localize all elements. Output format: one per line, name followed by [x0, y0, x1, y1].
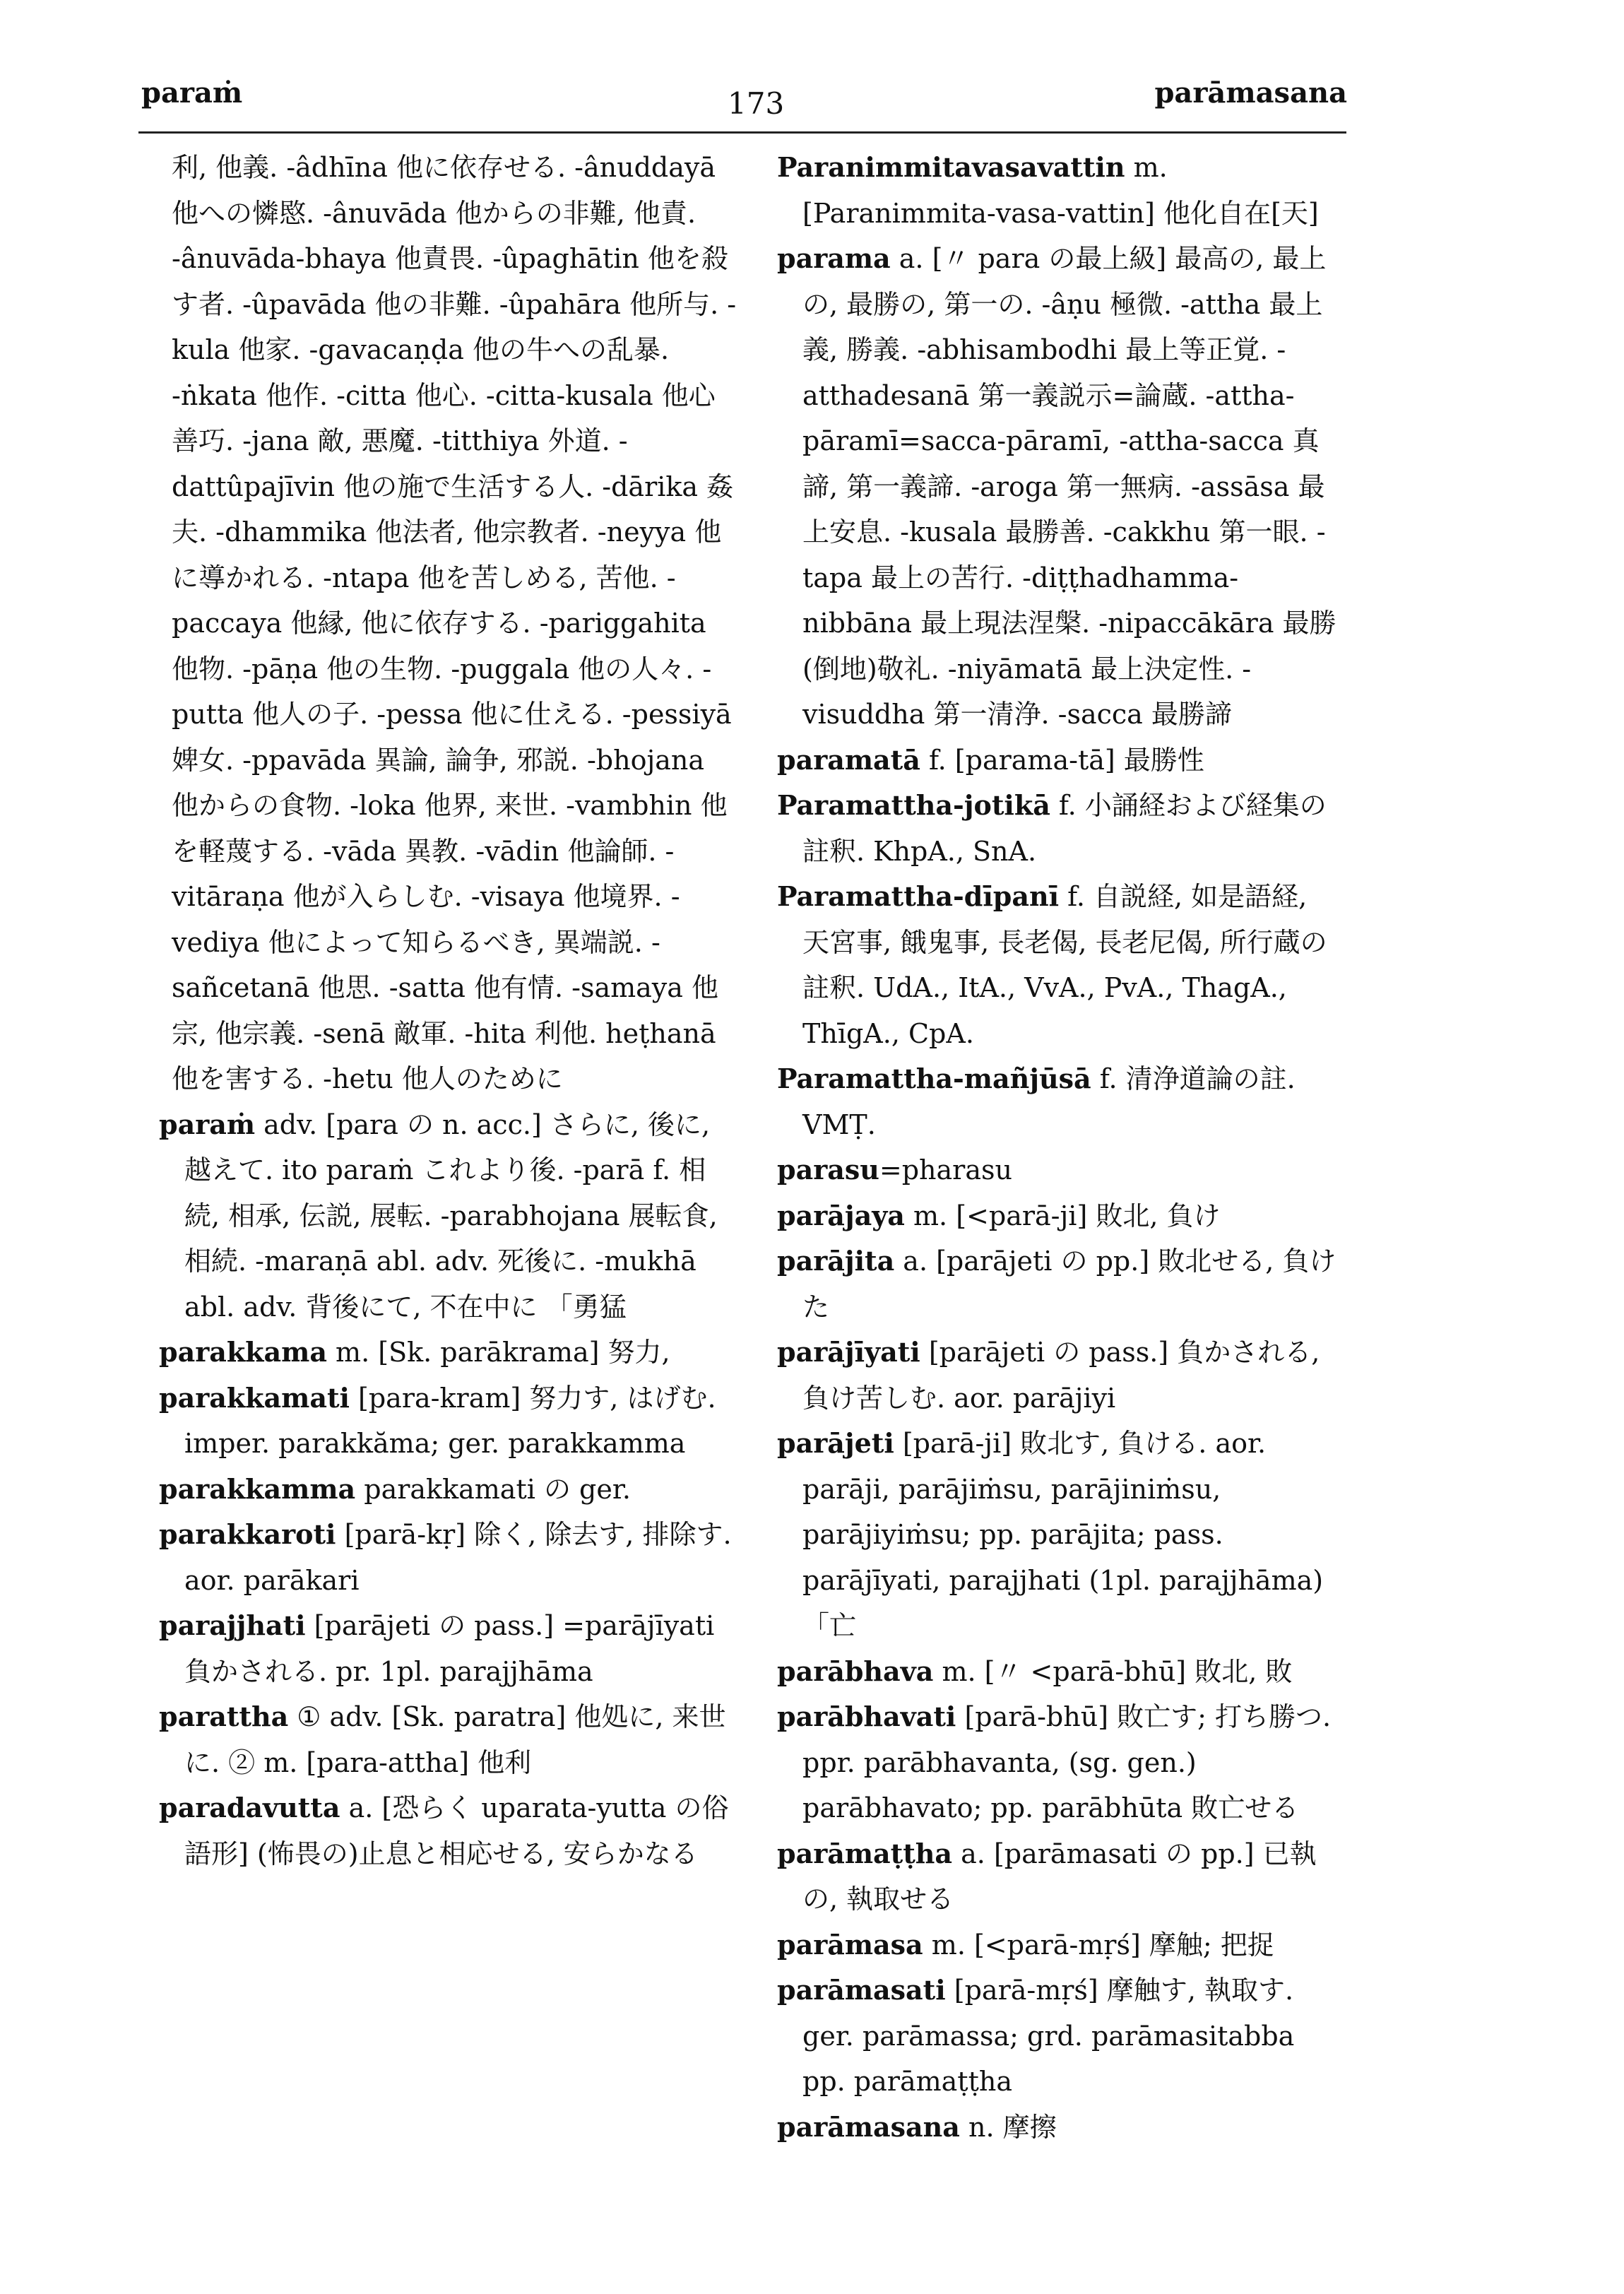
entry-text: [parā-bhū] 敗亡す; 打ち勝つ. ppr. parābhavanta, (sg. gen.) parābhavato; pp. parābhūta 敗亡せる: [802, 1701, 1332, 1823]
entry-text: [parājeti の pass.] =parājīyati 負かされる. pr. 1pl. parajjhāma: [184, 1610, 715, 1687]
entry-headword: parājita: [777, 1245, 895, 1277]
dictionary-entry: [159, 1694, 738, 1785]
dictionary-entry: [777, 1193, 1342, 1239]
dictionary-entry: [159, 1603, 738, 1694]
dictionary-entry: [777, 236, 1342, 738]
entry-headword: parattha: [159, 1701, 289, 1732]
entry-headword: parakkamati: [159, 1381, 350, 1414]
entry-text: ① adv. [Sk. paratra] 他処に, 来世に. ② m. [para-attha] 他利: [184, 1701, 726, 1778]
entry-headword: Paramattha-jotikā: [777, 789, 1050, 821]
entry-headword: parasu: [777, 1154, 879, 1186]
entry-text: a. [恐らく uparata-yutta の俗語形] (怖畏の)止息と相応せる, 安らかなる: [184, 1792, 729, 1869]
entry-headword: parāmasati: [777, 1974, 946, 2006]
entry-headword: parāmasa: [777, 1928, 923, 1961]
dictionary-entry: [777, 2105, 1342, 2151]
entry-text: a. [〃 para の最上級] 最高の, 最上の, 最勝の, 第一の. -âṇu 極微. -attha 最上義, 勝義. -abhisambodhi 最上等正覚. -atthadesanā 第一義説示=論蔵. -attha-pāramī=sacca-pāramī, -attha-sacca 真諦, 第一義諦. -aroga 第一無病. -assāsa 最上安息. -kusala 最勝善. -cakkhu 第一眼. -tapa 最上の苦行. -diṭṭhadhamma-nibbāna 最上現法涅槃. -nipaccākāra 最勝(倒地)敬礼. -niyāmatā 最上決定性. -visuddha 第一清浄. -sacca 最勝諦: [802, 243, 1336, 730]
entry-headword: parakkama: [159, 1336, 327, 1368]
entry-text: f. 清浄道論の註. VMṬ.: [802, 1063, 1296, 1140]
entry-text: n. 摩擦: [968, 2111, 1057, 2143]
entry-text: adv. [para の n. acc.] さらに, 後に, 越えて. ito paraṁ これより後. -parā f. 相続, 相承, 伝説, 展転. -parabhojana 展転食, 相続. -maraṇā abl. adv. 死後に. -mukhā abl. adv. 背後にて, 不在中に 「勇猛: [184, 1108, 718, 1323]
dictionary-entry: [777, 738, 1342, 784]
dictionary-entry: [777, 783, 1342, 874]
right-column: [777, 145, 1342, 2150]
entry-headword: parājīyati: [777, 1336, 920, 1368]
entry-text: m. [Paranimmita-vasa-vattin] 他化自在[天]: [802, 152, 1319, 229]
dictionary-entry: [777, 1056, 1342, 1147]
entry-text: parakkamati の ger.: [364, 1473, 631, 1505]
page-number: 173: [728, 86, 785, 121]
dictionary-entry: [777, 1649, 1342, 1695]
header-rule: [138, 131, 1346, 134]
entry-headword: parābhava: [777, 1655, 934, 1687]
entry-headword: parama: [777, 242, 891, 274]
dictionary-entry: [159, 1467, 738, 1513]
entry-text: m. [<parā-mṛś] 摩触; 把捉: [931, 1929, 1274, 1961]
entry-text: a. [parājeti の pp.] 敗北せる, 負けた: [802, 1246, 1336, 1323]
dictionary-entry: [159, 1102, 738, 1330]
entry-text: m. [<parā-ji] 敗北, 負け: [913, 1200, 1221, 1231]
entry-headword: paramatā: [777, 743, 920, 776]
left-column: [159, 145, 738, 1876]
entry-text: [parā-ji] 敗北す, 負ける. aor. parāji, parājiṁsu, parājiniṁsu, parājiyiṁsu; pp. parājita; pass. parājīyati, parajjhati (1pl. parajjhāma) 「亡: [802, 1428, 1324, 1641]
entry-headword: Paranimmitavasavattin: [777, 151, 1125, 183]
dictionary-entry: [777, 1330, 1342, 1421]
entry-headword: parakkamma: [159, 1472, 356, 1505]
entry-text: m. [〃 <parā-bhū] 敗北, 敗: [942, 1655, 1293, 1687]
dictionary-entry: [777, 1147, 1342, 1193]
entry-headword: parāmaṭṭha: [777, 1837, 953, 1869]
dictionary-entry: [159, 1330, 738, 1376]
dictionary-entry: [159, 1512, 738, 1603]
dictionary-entry: [777, 1922, 1342, 1968]
entry-text: a. [parāmasati の pp.] 已執の, 執取せる: [802, 1838, 1317, 1915]
entry-text: [parājeti の pass.] 負かされる, 負け苦しむ. aor. parājiyi: [802, 1337, 1320, 1414]
entry-headword: parajjhati: [159, 1609, 306, 1641]
entry-text: f. [parama-tā] 最勝性: [928, 744, 1204, 776]
entry-text: m. [Sk. parākrama] 努力,: [336, 1337, 670, 1368]
entry-text: 利, 他義. -âdhīna 他に依存せる. -ânuddayā 他への憐愍. -ânuvāda 他からの非難, 他責. -ânuvāda-bhaya 他責畏. -ûpaghātin 他を殺す者. -ûpavāda 他の非難. -ûpahāra 他所与. -kula 他家. -gavacaṇḍa 他の牛への乱暴. -ṅkata 他作. -citta 他心. -citta-kusala 他心善巧. -jana 敵, 悪魔. -titthiya 外道. -dattûpajīvin 他の施で生活する人. -dārika 姦夫. -dhammika 他法者, 他宗教者. -neyya 他に導かれる. -ntapa 他を苦しめる, 苦他. -paccaya 他縁, 他に依存する. -pariggahita 他物. -pāṇa 他の生物. -puggala 他の人々. -putta 他人の子. -pessa 他に仕える. -pessiyā 婢女. -ppavāda 異論, 論争, 邪説. -bhojana 他からの食物. -loka 他界, 来世. -vambhin 他を軽蔑する. -vāda 異教. -vādin 他論師. -vitāraṇa 他が入らしむ. -visaya 他境界. -vediya 他によって知らるべき, 異端説. -sañcetanā 他思. -satta 他有情. -samaya 他宗, 他宗義. -senā 敵軍. -hita 利他. heṭhanā 他を害する. -hetu 他人のために: [172, 152, 737, 1094]
dictionary-entry: [159, 145, 738, 1102]
entry-text: [parā-kṛ] 除く, 除去す, 排除す. aor. parākari: [184, 1519, 732, 1596]
dictionary-entry: [777, 874, 1342, 1056]
dictionary-entry: [777, 1968, 1342, 2105]
entry-text: f. 小誦経および経集の註釈. KhpA., SnA.: [802, 790, 1327, 867]
entry-headword: Paramattha-mañjūsā: [777, 1063, 1091, 1094]
entry-text: f. 自説経, 如是語経, 天宮事, 餓鬼事, 長老偈, 長老尼偈, 所行蔵の註釈. UdA., ItA., VvA., PvA., ThagA., ThīgA., CpA.: [802, 881, 1327, 1049]
dictionary-entry: [777, 1421, 1342, 1649]
entry-headword: parājaya: [777, 1199, 905, 1231]
dictionary-entry: [159, 1376, 738, 1467]
entry-headword: parābhavati: [777, 1701, 956, 1732]
entry-text: [para-kram] 努力す, はげむ. imper. parakkăma; ger. parakkamma: [184, 1382, 716, 1459]
dictionary-entry: [777, 145, 1342, 236]
entry-text: [parā-mṛś] 摩触す, 執取す. ger. parāmassa; grd. parāmasitabba pp. parāmaṭṭha: [802, 1975, 1295, 2097]
entry-headword: Paramattha-dīpanī: [777, 880, 1060, 912]
entry-headword: parāmasana: [777, 2110, 960, 2143]
entry-headword: parakkaroti: [159, 1518, 336, 1550]
dictionary-entry: [777, 1831, 1342, 1922]
dictionary-entry: [777, 1238, 1342, 1330]
running-head-left: paraṁ: [141, 76, 243, 110]
dictionary-entry: [159, 1785, 738, 1876]
entry-headword: parājeti: [777, 1427, 894, 1459]
dictionary-entry: [777, 1694, 1342, 1831]
entry-headword: paraṁ: [159, 1108, 256, 1140]
entry-text: =pharasu: [879, 1154, 1012, 1186]
entry-headword: paradavutta: [159, 1792, 340, 1823]
running-head-right: parāmasana: [1154, 76, 1347, 110]
